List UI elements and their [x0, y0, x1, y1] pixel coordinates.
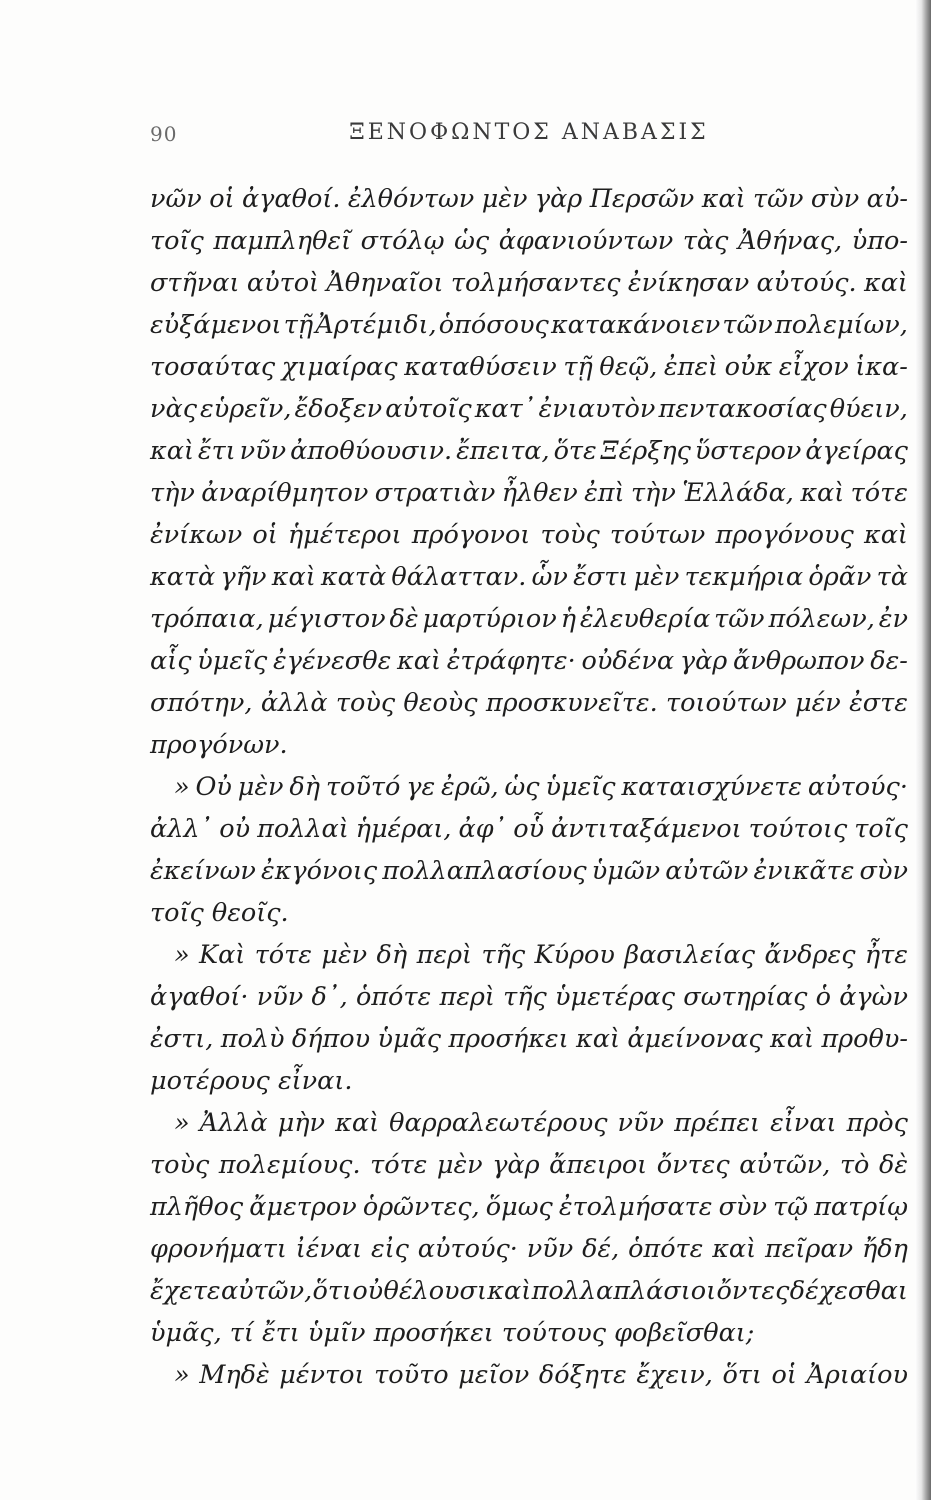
text-line: » Οὐ μὲν δὴ τοῦτό γε ἐρῶ, ὡς ὑμεῖς καταισχύνετε αὐτούς·: [174, 772, 908, 802]
text-line: τὴν ἀναρίθμητον στρατιὰν ἦλθεν ἐπὶ τὴν Ἑλλάδα, καὶ τότε: [150, 478, 908, 508]
running-head: [150, 112, 908, 152]
text-line: ἀλλ᾽ οὐ πολλαὶ ἡμέραι, ἀφ᾽ οὗ ἀντιταξάμενοι τούτοις τοῖς: [150, 814, 908, 844]
text-line: στῆναι αὐτοὶ Ἀθηναῖοι τολμήσαντες ἐνίκησαν αὐτούς. καὶ: [150, 268, 908, 298]
text-line: ἔχετε αὐτῶν, ὅτι οὐ θέλουσι καὶ πολλαπλάσιοι ὄντες δέχεσθαι: [150, 1276, 908, 1306]
text-line: φρονήματι ἰέναι εἰς αὐτούς· νῦν δέ, ὁπότε καὶ πεῖραν ἤδη: [150, 1234, 908, 1264]
text-line: νῶν οἱ ἀγαθοί. ἐλθόντων μὲν γὰρ Περσῶν καὶ τῶν σὺν αὐ-: [150, 184, 908, 214]
text-line: τοὺς πολεμίους. τότε μὲν γὰρ ἄπειροι ὄντες αὐτῶν, τὸ δὲ: [150, 1150, 908, 1180]
text-line: » Ἀλλὰ μὴν καὶ θαρραλεωτέρους νῦν πρέπει εἶναι πρὸς: [174, 1108, 908, 1138]
text-line: τοσαύτας χιμαίρας καταθύσειν τῇ θεῷ, ἐπεὶ οὐκ εἶχον ἱκα-: [150, 352, 908, 382]
text-line: ἐκείνων ἐκγόνοις πολλαπλασίους ὑμῶν αὐτῶν ἐνικᾶτε σὺν: [150, 856, 908, 886]
book-title: ΞΕΝΟΦΩΝΤΟΣ ΑΝΑΒΑΣΙΣ: [349, 120, 709, 145]
page-number: 90: [150, 122, 178, 146]
book-gutter-shadow: [915, 0, 931, 1500]
body-text: [150, 178, 908, 1396]
text-line: τοῖς παμπληθεῖ στόλῳ ὡς ἀφανιούντων τὰς Ἀθήνας, ὑπο-: [150, 226, 908, 256]
text-line: τρόπαια, μέγιστον δὲ μαρτύριον ἡ ἐλευθερία τῶν πόλεων, ἐν: [150, 604, 908, 634]
text-line: κατὰ γῆν καὶ κατὰ θάλατταν. ὧν ἔστι μὲν τεκμήρια ὁρᾶν τὰ: [150, 562, 908, 592]
text-line: προγόνων.: [150, 730, 288, 760]
text-line: » Μηδὲ μέντοι τοῦτο μεῖον δόξητε ἔχειν, ὅτι οἱ Ἀριαίου: [174, 1360, 908, 1390]
text-line: ὑμᾶς, τί ἔτι ὑμῖν προσήκει τούτους φοβεῖσθαι;: [150, 1318, 755, 1348]
text-line: μοτέρους εἶναι.: [150, 1066, 353, 1096]
text-line: ἀγαθοί· νῦν δ᾽, ὁπότε περὶ τῆς ὑμετέρας σωτηρίας ὁ ἀγὼν: [150, 982, 908, 1012]
text-line: σπότην, ἀλλὰ τοὺς θεοὺς προσκυνεῖτε. τοιούτων μέν ἐστε: [150, 688, 908, 718]
text-line: τοῖς θεοῖς.: [150, 898, 289, 928]
text-line: καὶ ἔτι νῦν ἀποθύουσιν. ἔπειτα, ὅτε Ξέρξης ὕστερον ἀγείρας: [150, 436, 908, 466]
text-line: » Καὶ τότε μὲν δὴ περὶ τῆς Κύρου βασιλείας ἄνδρες ἦτε: [174, 940, 908, 970]
text-line: νὰς εὑρεῖν, ἔδοξεν αὐτοῖς κατ᾽ ἐνιαυτὸν πεντακοσίας θύειν,: [150, 394, 908, 424]
text-line: ἐνίκων οἱ ἡμέτεροι πρόγονοι τοὺς τούτων προγόνους καὶ: [150, 520, 908, 550]
text-line: πλῆθος ἄμετρον ὁρῶντες, ὅμως ἐτολμήσατε σὺν τῷ πατρίῳ: [150, 1192, 908, 1222]
text-line: αἷς ὑμεῖς ἐγένεσθε καὶ ἐτράφητε· οὐδένα γὰρ ἄνθρωπον δε-: [150, 646, 908, 676]
text-line: ἐστι, πολὺ δήπου ὑμᾶς προσήκει καὶ ἀμείνονας καὶ προθυ-: [150, 1024, 908, 1054]
text-line: εὐξάμενοι τῇ Ἀρτέμιδι, ὁπόσους κατακάνοιεν τῶν πολεμίων,: [150, 310, 908, 340]
